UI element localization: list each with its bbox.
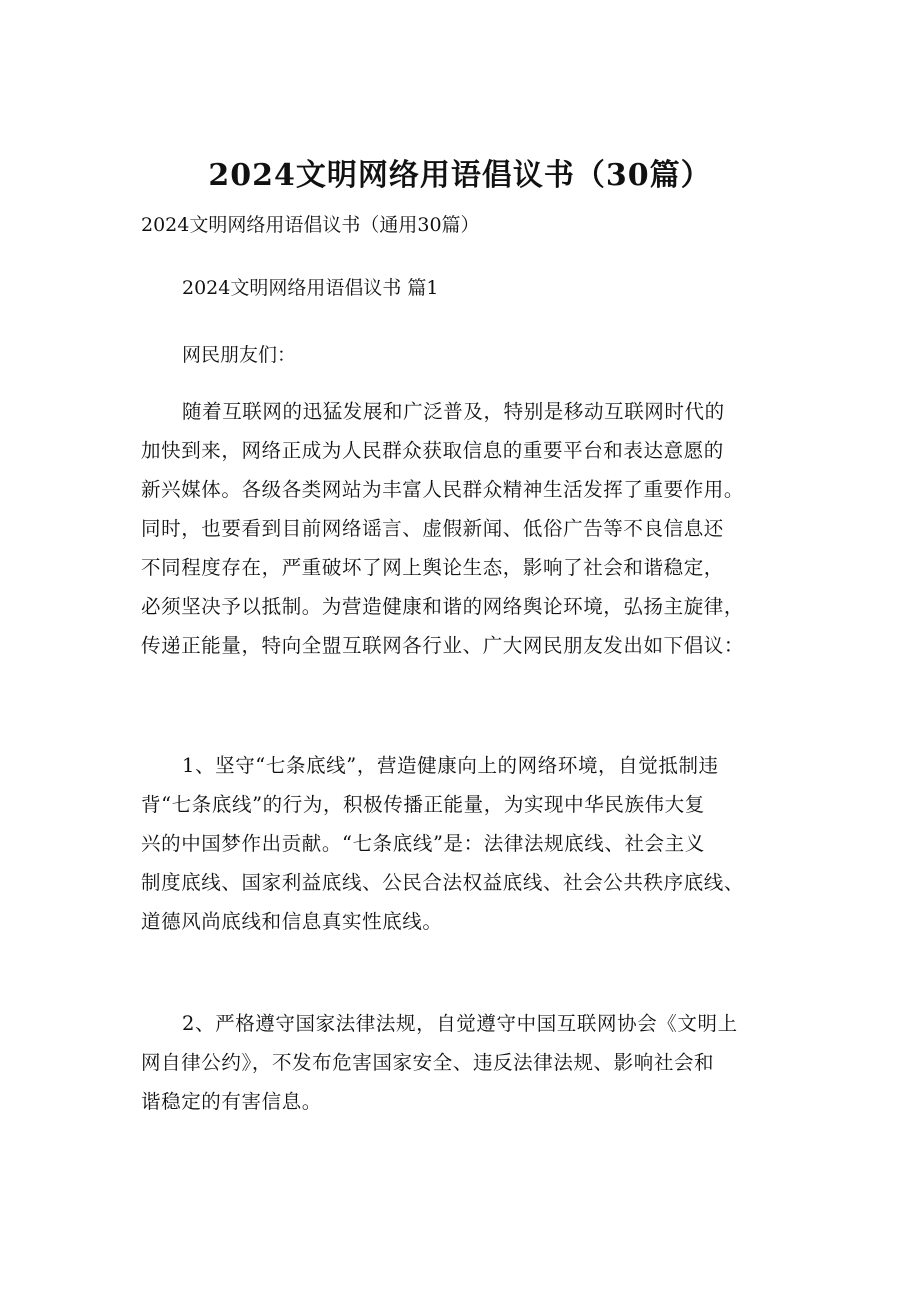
paragraph-line: 不同程度存在，严重破坏了网上舆论生态，影响了社会和谐稳定， (141, 556, 724, 579)
paragraph-line: 新兴媒体。各级各类网站为丰富人民群众精神生活发挥了重要作用。 (141, 478, 745, 501)
paragraph-line: 谐稳定的有害信息。 (141, 1090, 322, 1113)
section-heading: 2024文明网络用语倡议书 篇1 (182, 277, 439, 299)
greeting-line: 网民朋友们： (182, 344, 297, 366)
paragraph-line: 网自律公约》，不发布危害国家安全、违反法律法规、影响社会和 (141, 1051, 715, 1074)
paragraph-line: 制度底线、国家利益底线、公民合法权益底线、社会公共秩序底线、 (141, 871, 745, 894)
document-title: 2024文明网络用语倡议书（30篇） (208, 158, 712, 193)
paragraph-intro (141, 392, 801, 665)
paragraph-line: 道德风尚底线和信息真实性底线。 (141, 910, 443, 933)
document-subtitle: 2024文明网络用语倡议书（通用30篇） (141, 214, 480, 236)
paragraph-item-1 (141, 746, 801, 941)
paragraph-item-2 (141, 1004, 801, 1121)
paragraph-line: 加快到来，网络正成为人民群众获取信息的重要平台和表达意愿的 (141, 439, 724, 462)
paragraph-line: 必须坚决予以抵制。为营造健康和谐的网络舆论环境，弘扬主旋律， (141, 595, 745, 618)
paragraph-line: 背“七条底线”的行为，积极传播正能量，为实现中华民族伟大复 (141, 793, 705, 816)
paragraph-line: 1、坚守“七条底线”，营造健康向上的网络环境，自觉抵制违 (182, 754, 719, 777)
paragraph-line: 兴的中国梦作出贡献。“七条底线”是：法律法规底线、社会主义 (141, 832, 705, 855)
paragraph-line: 同时，也要看到目前网络谣言、虚假新闻、低俗广告等不良信息还 (141, 517, 724, 540)
paragraph-line: 传递正能量，特向全盟互联网各行业、广大网民朋友发出如下倡议： (141, 634, 745, 657)
paragraph-line: 随着互联网的迅猛发展和广泛普及，特别是移动互联网时代的 (182, 400, 725, 423)
paragraph-line: 2、严格遵守国家法律法规，自觉遵守中国互联网协会《文明上 (182, 1012, 738, 1035)
